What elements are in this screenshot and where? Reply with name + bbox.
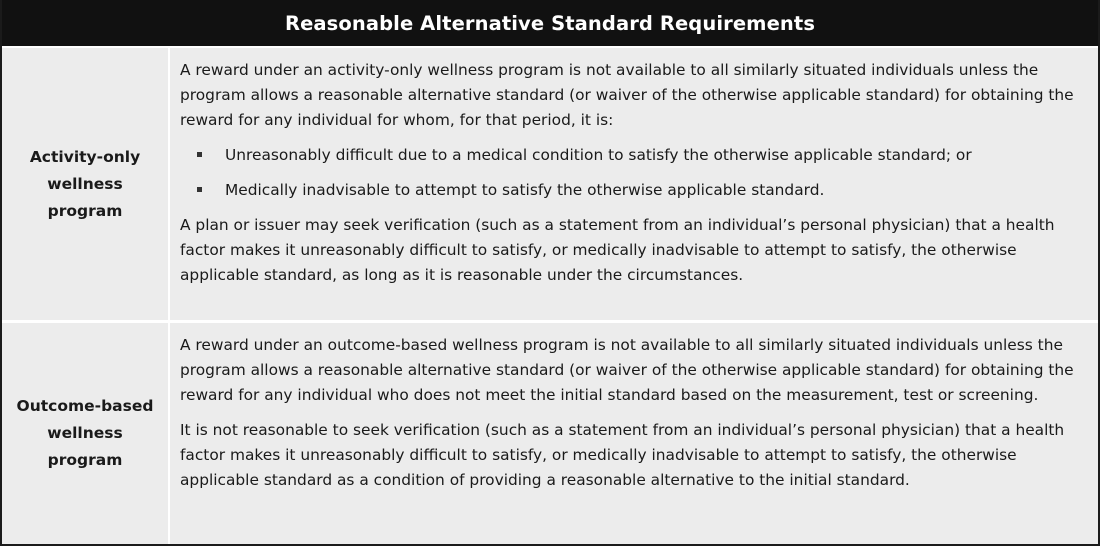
list-item — [180, 178, 1086, 203]
row-label-line: wellness — [47, 424, 123, 442]
row-label-activity-only — [2, 48, 170, 320]
row-label-line: program — [47, 451, 123, 469]
table-title: Reasonable Alternative Standard Requirements — [2, 0, 1098, 46]
table-row-outcome-based — [2, 320, 1098, 544]
bullet-text: Unreasonably difficult due to a medical condition to satisfy the otherwise applicable standard; or — [225, 146, 972, 164]
square-bullet-icon — [197, 187, 202, 192]
bullet-list — [180, 143, 1086, 203]
row-label-line: Activity-only — [29, 147, 141, 166]
table-row-activity-only — [2, 46, 1098, 320]
square-bullet-icon — [197, 152, 202, 157]
intro-paragraph: A reward under an outcome-based wellness program is not available to all similarly situated individuals unless the program allows a reasonable alternative standard (or waiver of the otherwise applicable standard) for obtaining the reward for any individual who does not meet the initial standard based on the measurement, test or screening. — [180, 336, 1074, 404]
row-content-activity-only — [170, 48, 1098, 320]
row-label-line: wellness — [47, 174, 123, 193]
closing-paragraph: A plan or issuer may seek verification (such as a statement from an individual’s personal physician) that a health factor makes it unreasonably difficult to satisfy, or medically inadvisable to attempt to satisfy, the otherwise applicable standard, as long as it is reasonable under the circumstances. — [180, 216, 1055, 284]
closing-paragraph: It is not reasonable to seek verification (such as a statement from an individual’s personal physician) that a health factor makes it unreasonably difficult to satisfy, or medically inadvisable to attempt to satisfy, the otherwise applicable standard as a condition of providing a reasonable alternative to the initial standard. — [180, 421, 1065, 489]
row-label-line: program — [47, 201, 123, 220]
row-label-outcome-based — [2, 323, 170, 544]
list-item — [180, 143, 1086, 168]
row-label-line: Outcome-based — [16, 397, 154, 415]
row-content-outcome-based — [170, 323, 1098, 544]
bullet-text: Medically inadvisable to attempt to satisfy the otherwise applicable standard. — [225, 181, 825, 199]
intro-paragraph: A reward under an activity-only wellness program is not available to all similarly situated individuals unless the program allows a reasonable alternative standard (or waiver of the otherwise applicable standard) for obtaining the reward for any individual for whom, for that period, it is: — [180, 61, 1074, 129]
